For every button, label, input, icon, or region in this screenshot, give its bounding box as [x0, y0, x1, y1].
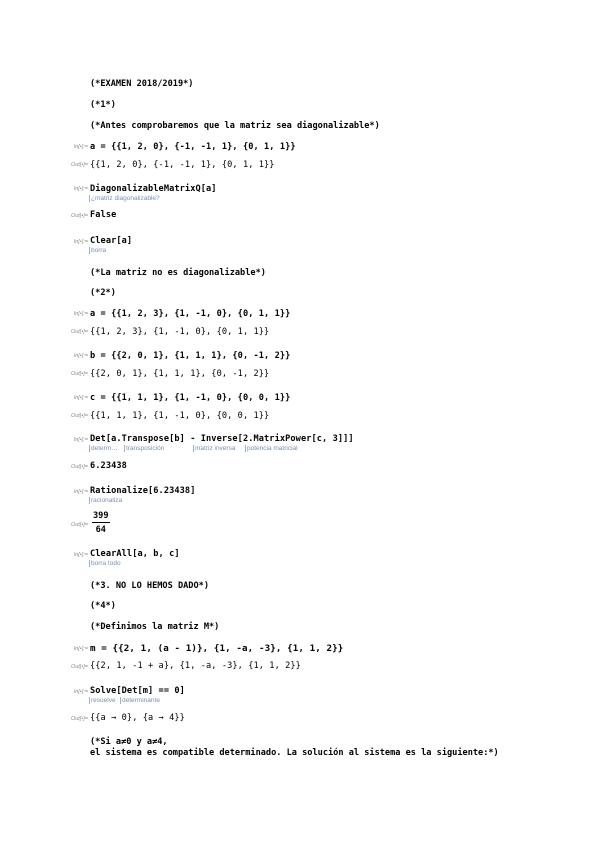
fraction-denominator: 64	[95, 525, 106, 535]
input-cell-clearall[interactable]: ClearAll[a, b, c]	[90, 549, 180, 559]
hint-solve: resuelve	[91, 697, 116, 704]
output-label: Out[•]=	[70, 522, 88, 528]
output-label: Out[•]=	[70, 664, 88, 670]
comment-section-2: (*2*)	[90, 288, 116, 298]
comment-define-m: (*Definimos la matriz M*)	[90, 622, 220, 632]
input-cell-solve[interactable]: Solve[Det[m] == 0]	[90, 686, 185, 696]
input-cell-m-def[interactable]: m = {{2, 1, (a - 1)}, {1, -a, -3}, {1, 1, 2}}	[90, 643, 344, 654]
comment-check-diagonalizable: (*Antes comprobaremos que la matriz sea diagonalizable*)	[90, 121, 380, 131]
hint-transpose: transposición	[126, 445, 165, 452]
output-label: Out[•]=	[70, 162, 88, 168]
input-cell-b-def[interactable]: b = {{2, 0, 1}, {1, 1, 1}, {0, -1, 2}}	[90, 351, 291, 361]
hint-rationalize: racionaliza	[91, 497, 123, 504]
input-cell-det[interactable]: Det[a.Transpose[b] - Inverse[2.MatrixPower[c, 3]]]	[90, 434, 354, 444]
output-fraction	[92, 511, 110, 535]
input-cell-c-def[interactable]: c = {{1, 1, 1}, {1, -1, 0}, {0, 0, 1}}	[90, 393, 291, 403]
hint-determinant: determinante	[122, 697, 160, 704]
output-label: Out[•]=	[70, 371, 88, 377]
input-label: In[•]:=	[73, 239, 88, 245]
output-cell-a: {{1, 2, 0}, {-1, -1, 1}, {0, 1, 1}}	[90, 160, 275, 170]
output-cell-a-2: {{1, 2, 3}, {1, -1, 0}, {0, 1, 1}}	[90, 327, 270, 337]
hint-clearall: borra todo	[91, 560, 121, 567]
output-label: Out[•]=	[70, 329, 88, 335]
input-cell-diagonalizable[interactable]: DiagonalizableMatrixQ[a]	[90, 184, 217, 194]
output-cell-b: {{2, 0, 1}, {1, 1, 1}, {0, -1, 2}}	[90, 369, 270, 379]
comment-exam-title: (*EXAMEN 2018/2019*)	[90, 79, 194, 89]
output-cell-c: {{1, 1, 1}, {1, -1, 0}, {0, 0, 1}}	[90, 411, 270, 421]
comment-conclusion-line1: (*Si a≠0 y a≠4,	[90, 737, 168, 747]
input-cell-a-def[interactable]: a = {{1, 2, 0}, {-1, -1, 1}, {0, 1, 1}}	[90, 142, 296, 152]
hint-matrix-power: potencia matricial	[247, 445, 298, 452]
hint-inverse: matriz inversa	[195, 445, 236, 452]
comment-section-4: (*4*)	[90, 601, 116, 611]
input-label: In[•]:=	[73, 186, 88, 192]
input-label: In[•]:=	[73, 437, 88, 443]
comment-section-1: (*1*)	[90, 100, 116, 110]
input-label: In[•]:=	[73, 353, 88, 359]
output-cell-m: {{2, 1, -1 + a}, {1, -a, -3}, {1, 1, 2}}	[90, 661, 301, 671]
input-label: In[•]:=	[73, 311, 88, 317]
input-label: In[•]:=	[73, 395, 88, 401]
input-label: In[•]:=	[73, 689, 88, 695]
hint-det: determ…	[91, 445, 118, 452]
input-label: In[•]:=	[73, 552, 88, 558]
input-cell-clear-a[interactable]: Clear[a]	[90, 236, 133, 246]
output-cell-false: False	[90, 210, 117, 220]
output-cell-solve: {{a → 0}, {a → 4}}	[90, 713, 185, 723]
input-label: In[•]:=	[73, 144, 88, 150]
comment-conclusion-line2: el sistema es compatible determinado. La solución al sistema es la siguiente:*)	[90, 748, 499, 758]
input-cell-rationalize[interactable]: Rationalize[6.23438]	[90, 486, 196, 496]
output-label: Out[•]=	[70, 464, 88, 470]
comment-not-diagonalizable: (*La matriz no es diagonalizable*)	[90, 268, 266, 278]
output-label: Out[•]=	[70, 716, 88, 722]
input-label: In[•]:=	[73, 489, 88, 495]
fraction-numerator: 399	[93, 511, 109, 521]
output-label: Out[•]=	[70, 413, 88, 419]
input-label: In[•]:=	[73, 646, 88, 652]
hint-clear: borra	[91, 247, 107, 254]
output-label: Out[•]=	[70, 213, 88, 219]
input-cell-a-def-2[interactable]: a = {{1, 2, 3}, {1, -1, 0}, {0, 1, 1}}	[90, 309, 291, 319]
output-cell-det-value: 6.23438	[90, 461, 127, 471]
comment-section-3: (*3. NO LO HEMOS DADO*)	[90, 581, 209, 591]
hint-diagonalizable: ¿matriz diagonalizable?	[91, 195, 160, 202]
